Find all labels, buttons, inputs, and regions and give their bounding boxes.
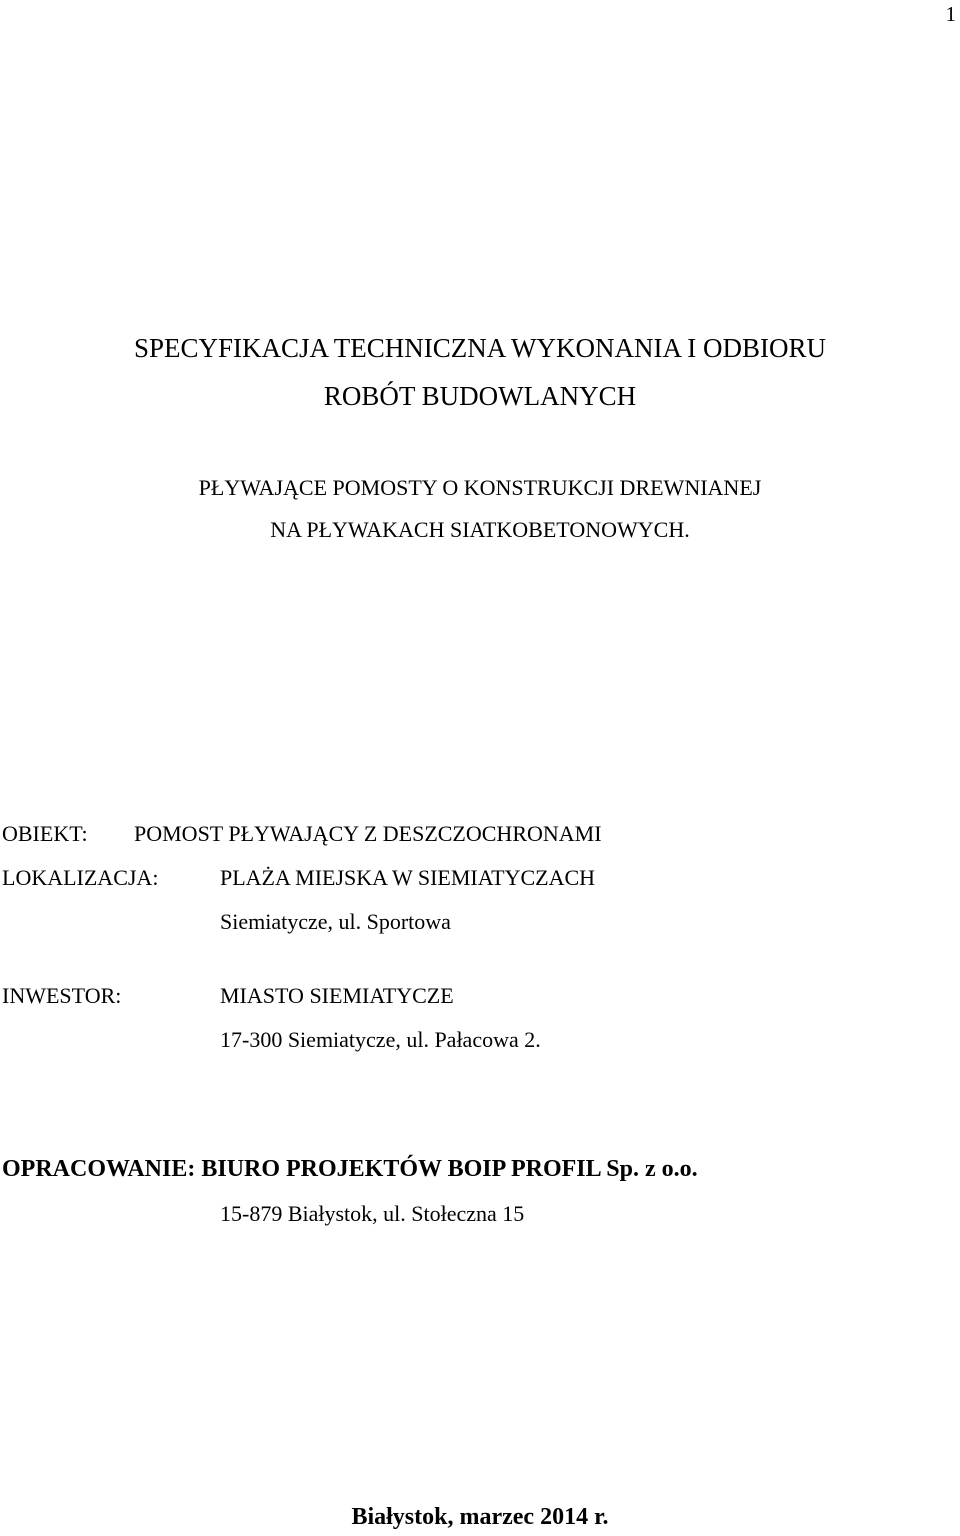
obiekt-value: POMOST PŁYWAJĄCY Z DESZCZOCHRONAMI [134, 821, 602, 846]
document-subtitle-line-1: PŁYWAJĄCE POMOSTY O KONSTRUKCJI DREWNIANEJ [198, 475, 762, 500]
inwestor-value: MIASTO SIEMIATYCZE [220, 983, 454, 1008]
inwestor-label: INWESTOR: [2, 983, 122, 1008]
opracowanie-label: OPRACOWANIE: [2, 1156, 196, 1182]
opracowanie-address: 15-879 Białystok, ul. Stołeczna 15 [220, 1201, 525, 1226]
opracowanie-value: BIURO PROJEKTÓW BOIP PROFIL Sp. z o.o. [201, 1156, 698, 1182]
lokalizacja-label: LOKALIZACJA: [2, 865, 159, 890]
lokalizacja-address: Siemiatycze, ul. Sportowa [220, 909, 451, 934]
document-title-line-2: ROBÓT BUDOWLANYCH [323, 381, 637, 411]
obiekt-label: OBIEKT: [2, 821, 88, 846]
opracowanie-line [2, 1154, 698, 1184]
page-number: 1 [945, 2, 956, 26]
place-date-footer: Białystok, marzec 2014 r. [351, 1504, 609, 1530]
lokalizacja-value: PLAŻA MIEJSKA W SIEMIATYCZACH [220, 865, 596, 890]
inwestor-address: 17-300 Siemiatycze, ul. Pałacowa 2. [220, 1027, 541, 1052]
document-title-line-1: SPECYFIKACJA TECHNICZNA WYKONANIA I ODBIORU [133, 333, 827, 363]
document-subtitle-line-2: NA PŁYWAKACH SIATKOBETONOWYCH. [270, 517, 690, 542]
